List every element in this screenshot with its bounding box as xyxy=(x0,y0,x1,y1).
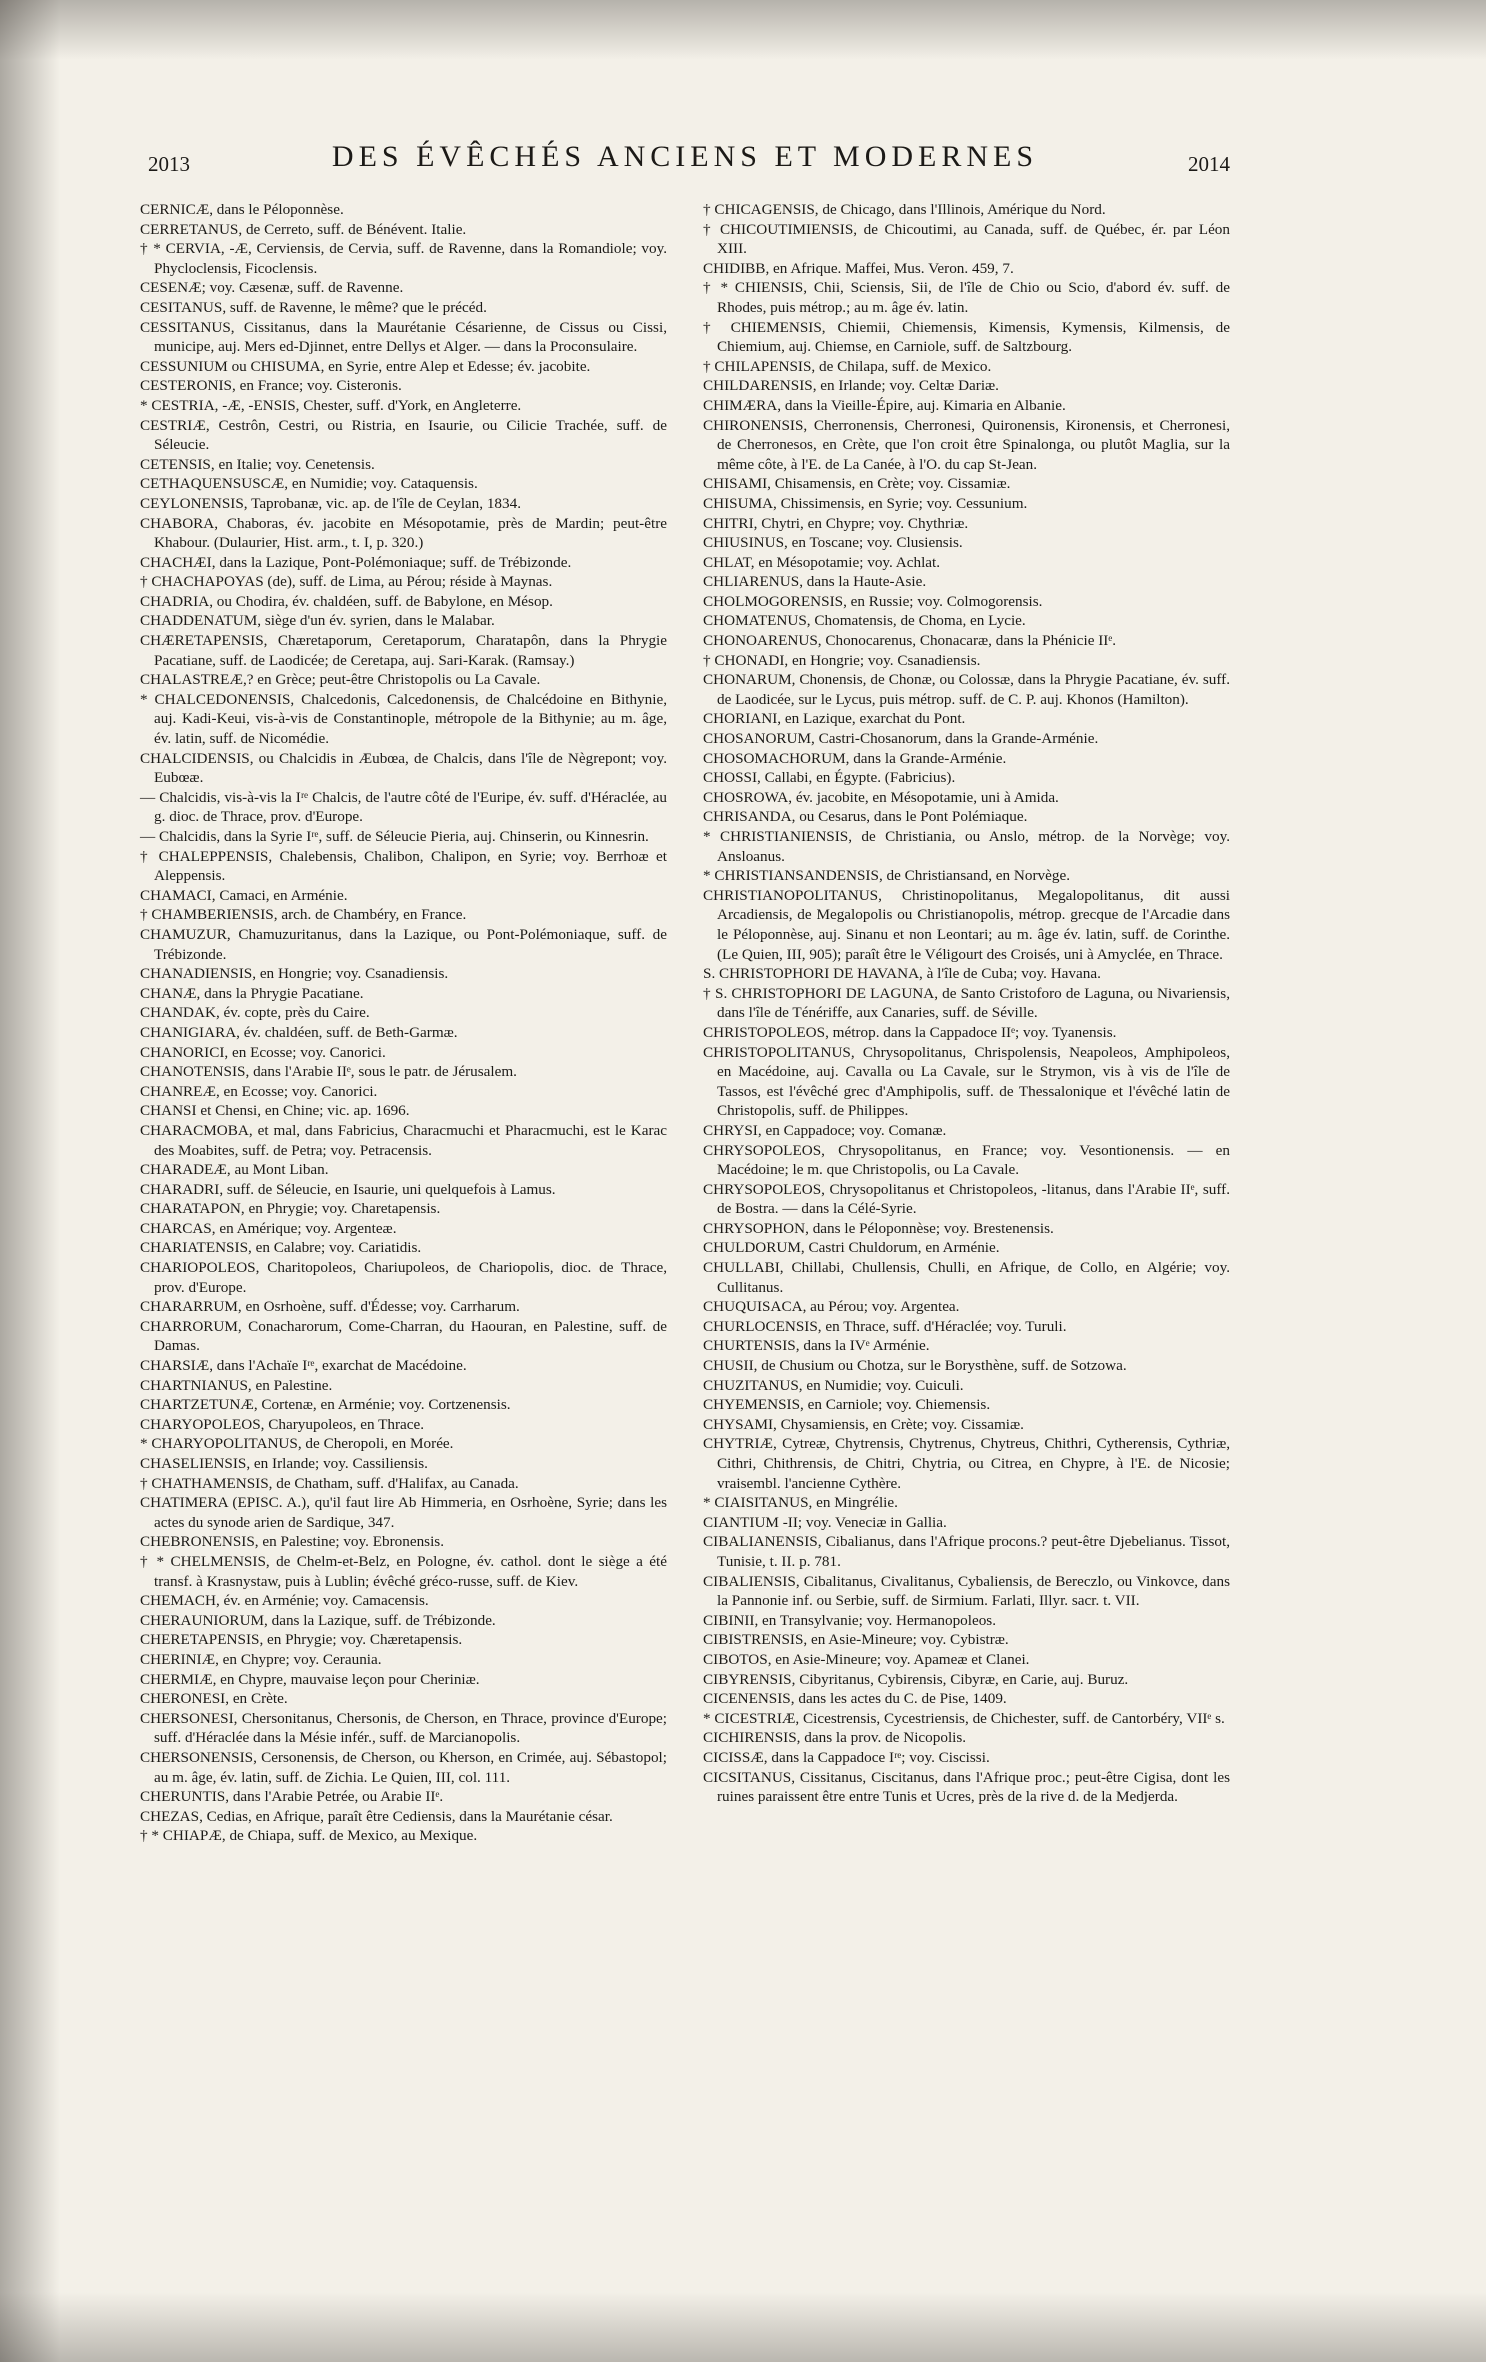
dictionary-entry: CHERETAPENSIS, en Phrygie; voy. Chæretapensis. xyxy=(140,1631,463,1649)
dictionary-entry: CHANIGIARA, év. chaldéen, suff. de Beth-Garmæ. xyxy=(140,1023,458,1041)
dictionary-entry: CEYLONENSIS, Taprobanæ, vic. ap. de l'île de Ceylan, 1834. xyxy=(140,494,522,512)
dictionary-entry: CHERSONESI, Chersonitanus, Chersonis, de Cherson, en Thrace, province d'Europe; suff. d'Héraclée dans la Mésie infér., suff. de Marcianopolis. xyxy=(140,1709,667,1747)
dictionary-entry: CHRYSOPOLEOS, Chrysopolitanus, en France; voy. Vesontionensis. — en Macédoine; le m. que Christopolis, ou La Cavale. xyxy=(703,1141,1230,1179)
dictionary-entry: * CHRISTIANSANDENSIS, de Christiansand, en Norvège. xyxy=(703,867,1070,885)
dictionary-entry: CHUSII, de Chusium ou Chotza, sur le Borysthène, suff. de Sotzowa. xyxy=(703,1357,1127,1375)
dictionary-entry: * CHRISTIANIENSIS, de Christiania, ou Anslo, métrop. de la Norvège; voy. Ansloanus. xyxy=(703,828,1230,865)
dictionary-entry: * CICESTRIÆ, Cicestrensis, Cycestriensis, de Chichester, suff. de Cantorbéry, VIIᵉ s. xyxy=(703,1709,1225,1727)
dictionary-entry: CHYEMENSIS, en Carniole; voy. Chiemensis. xyxy=(703,1396,991,1414)
dictionary-entry: CHERONESI, en Crète. xyxy=(140,1690,288,1708)
dictionary-entry: — Chalcidis, dans la Syrie Iʳᵉ, suff. de Séleucie Pieria, auj. Chinserin, ou Kinnesrin. xyxy=(140,828,649,845)
page-header xyxy=(140,140,1230,182)
dictionary-entry: CHLIARENUS, dans la Haute-Asie. xyxy=(703,573,927,591)
dictionary-entry: CHURTENSIS, dans la IVᵉ Arménie. xyxy=(703,1337,930,1355)
dictionary-entry: CHANDAK, év. copte, près du Caire. xyxy=(140,1004,370,1022)
dictionary-entry: CHARARRUM, en Osrhoène, suff. d'Édesse; voy. Carrharum. xyxy=(140,1298,520,1316)
dictionary-entry: CHOMATENUS, Chomatensis, de Choma, en Lycie. xyxy=(703,612,1026,630)
dictionary-entry: † * CHELMENSIS, de Chelm-et-Belz, en Pologne, év. cathol. dont le siège a été transf. à Krasnystaw, puis à Lublin; évêché gréco-russe, suff. de Kiev. xyxy=(140,1552,667,1590)
dictionary-entry: CICENENSIS, dans les actes du C. de Pise, 1409. xyxy=(703,1690,1007,1708)
dictionary-entry: S. CHRISTOPHORI DE HAVANA, à l'île de Cuba; voy. Havana. xyxy=(703,965,1101,983)
dictionary-entry: CHERSONENSIS, Cersonensis, de Cherson, ou Kherson, en Crimée, auj. Sébastopol; au m. âge, év. latin, suff. de Zichia. Le Quien, III, col. 111. xyxy=(140,1748,667,1786)
dictionary-entry: — Chalcidis, vis-à-vis la Iʳᵉ Chalcis, de l'autre côté de l'Euripe, év. suff. d'Héraclée, au g. dioc. de Thrace, prov. d'Europe. xyxy=(140,788,667,826)
dictionary-entry: CHOSROWA, év. jacobite, en Mésopotamie, uni à Amida. xyxy=(703,788,1059,806)
dictionary-entry: CHERUNTIS, dans l'Arabie Petrée, ou Arabie IIᵉ. xyxy=(140,1788,444,1806)
dictionary-entry: CHALCIDENSIS, ou Chalcidis in Æubœa, de Chalcis, dans l'île de Nègrepont; voy. Eubœæ. xyxy=(140,749,667,787)
dictionary-entry: CHANREÆ, en Ecosse; voy. Canorici. xyxy=(140,1082,378,1100)
dictionary-entry: CHÆRETAPENSIS, Chæretaporum, Ceretaporum, Charatapôn, dans la Phrygie Pacatiane, suff. de Laodicée; de Ceretapa, auj. Sari-Karak. (Ramsay.) xyxy=(140,632,667,669)
dictionary-entry: CHORIANI, en Lazique, exarchat du Pont. xyxy=(703,710,966,728)
dictionary-entry: † CHILAPENSIS, de Chilapa, suff. de Mexico. xyxy=(703,357,992,375)
dictionary-entry: CHURLOCENSIS, en Thrace, suff. d'Héraclée; voy. Turuli. xyxy=(703,1317,1067,1335)
dictionary-entry: CHARADRI, suff. de Séleucie, en Isaurie, uni quelquefois à Lamus. xyxy=(140,1180,556,1198)
dictionary-entry: CETHAQUENSUSCÆ, en Numidie; voy. Cataquensis. xyxy=(140,475,478,493)
dictionary-entry: CHUZITANUS, en Numidie; voy. Cuiculi. xyxy=(703,1376,964,1394)
dictionary-entry: CHIMÆRA, dans la Vieille-Épire, auj. Kimaria en Albanie. xyxy=(703,396,1066,414)
dictionary-entry: * CHALCEDONENSIS, Chalcedonis, Calcedonensis, de Chalcédoine en Bithynie, auj. Kadi-Keui, vis-à-vis de Constantinople, métropole de la Bithynie; au m. âge, év. latin, suff. de Nicomédie. xyxy=(140,690,667,748)
scan-edge-bottom xyxy=(0,2292,1486,2362)
dictionary-entry: CHRISTOPOLITANUS, Chrysopolitanus, Chrispolensis, Neapoleos, Amphipoleos, en Macédoine, auj. Cavalla ou La Cavale, sur le Strymon, vis à vis de l'île de Tassos, est l'évêché grec d'Amphipolis, suff. de Thessalonique et l'évêché latin de Christopolis, suff. de Philippes. xyxy=(703,1043,1230,1120)
dictionary-entry: * CIAISITANUS, en Mingrélie. xyxy=(703,1494,898,1512)
dictionary-entry: CHITRI, Chytri, en Chypre; voy. Chythriæ. xyxy=(703,514,969,532)
dictionary-entry: CHARACMOBA, et mal, dans Fabricius, Characmuchi et Pharacmuchi, est le Karac des Moabites, suff. de Petra; voy. Petracensis. xyxy=(140,1121,667,1159)
dictionary-entry: CHISAMI, Chisamensis, en Crète; voy. Cissamiæ. xyxy=(703,475,1011,493)
dictionary-entry: CHARSIÆ, dans l'Achaïe Iʳᵉ, exarchat de Macédoine. xyxy=(140,1357,467,1375)
dictionary-entry: CHANÆ, dans la Phrygie Pacatiane. xyxy=(140,984,364,1002)
dictionary-entry: † CHAMBERIENSIS, arch. de Chambéry, en France. xyxy=(140,906,467,924)
dictionary-entry: CHASELIENSIS, en Irlande; voy. Cassiliensis. xyxy=(140,1455,428,1472)
dictionary-entry: CHALASTREÆ,? en Grèce; peut-être Christopolis ou La Cavale. xyxy=(140,671,541,689)
page-number-left: 2013 xyxy=(148,152,190,176)
dictionary-entry: CHABORA, Chaboras, év. jacobite en Mésopotamie, près de Mardin; peut-être Khabour. (Dulaurier, Hist. arm., t. I, p. 320.) xyxy=(140,514,667,552)
dictionary-entry: * CESTRIA, -Æ, -ENSIS, Chester, suff. d'York, en Angleterre. xyxy=(140,396,522,414)
dictionary-entry: † CHACHAPOYAS (de), suff. de Lima, au Pérou; réside à Maynas. xyxy=(140,573,553,591)
dictionary-entry: CHOSOMACHORUM, dans la Grande-Arménie. xyxy=(703,749,1007,767)
dictionary-entry: † CHALEPPENSIS, Chalebensis, Chalibon, Chalipon, en Syrie; voy. Berrhoæ et Aleppensis. xyxy=(140,847,667,885)
dictionary-entry: CHILDARENSIS, en Irlande; voy. Celtæ Dariæ. xyxy=(703,377,999,395)
dictionary-entry: CHOLMOGORENSIS, en Russie; voy. Colmogorensis. xyxy=(703,592,1043,610)
dictionary-entry: CHACHÆI, dans la Lazique, Pont-Polémoniaque; suff. de Trébizonde. xyxy=(140,553,572,571)
dictionary-entry: CHANSI et Chensi, en Chine; vic. ap. 1696. xyxy=(140,1102,410,1120)
dictionary-entry: CHARTZETUNÆ, Cortenæ, en Arménie; voy. Cortzenensis. xyxy=(140,1396,511,1414)
column-right xyxy=(703,200,1230,1846)
dictionary-entry: CHIRONENSIS, Cherronensis, Cherronesi, Quironensis, Kironensis, et Cherronesi, de Cherronesos, en Crète, que l'on croit être Spinalonga, ou plutôt Maglia, sur la même côte, à l'E. de La Canée, à l'O. du cap St-Jean. xyxy=(703,416,1230,473)
dictionary-entry: CERRETANUS, de Cerreto, suff. de Bénévent. Italie. xyxy=(140,220,467,238)
page-number-right: 2014 xyxy=(1188,152,1230,176)
dictionary-entry: CHADRIA, ou Chodira, év. chaldéen, suff. de Babylone, en Mésop. xyxy=(140,592,553,610)
dictionary-entry: CHYTRIÆ, Cytreæ, Chytrensis, Chytrenus, Chytreus, Chithri, Cytherensis, Cythriæ, Cithri, Chithrensis, de Chitri, Chytria, ou Citrea, en Chypre, à l'E. de Nicosie; vraisembl. l'ancienne Cythère. xyxy=(703,1435,1230,1492)
dictionary-entry: CHOSANORUM, Castri-Chosanorum, dans la Grande-Arménie. xyxy=(703,730,1099,748)
dictionary-entry: CHIUSINUS, en Toscane; voy. Clusiensis. xyxy=(703,534,963,552)
dictionary-entry: CHUQUISACA, au Pérou; voy. Argentea. xyxy=(703,1298,960,1316)
dictionary-entry: CIBALIANENSIS, Cibalianus, dans l'Afrique procons.? peut-être Djebelianus. Tissot, Tunisie, t. II. p. 781. xyxy=(703,1533,1230,1570)
dictionary-entry: CHERAUNIORUM, dans la Lazique, suff. de Trébizonde. xyxy=(140,1611,496,1629)
dictionary-entry: CHANOTENSIS, dans l'Arabie IIᵉ, sous le patr. de Jérusalem. xyxy=(140,1063,517,1081)
dictionary-entry: CHANORICI, en Ecosse; voy. Canorici. xyxy=(140,1043,386,1061)
dictionary-entry: CHULLABI, Chillabi, Chullensis, Chulli, en Afrique, de Collo, en Algérie; voy. Cullitanus. xyxy=(703,1259,1230,1296)
dictionary-entry: CETENSIS, en Italie; voy. Cenetensis. xyxy=(140,455,375,473)
dictionary-entry: CHYSAMI, Chysamiensis, en Crète; voy. Cissamiæ. xyxy=(703,1415,1024,1433)
dictionary-entry: CIBALIENSIS, Cibalitanus, Civalitanus, Cybaliensis, de Bereczlo, ou Vinkovce, dans la Pannonie inf. ou Serbie, suff. de Sirmium. Farlati, Illyr. sacr. t. VII. xyxy=(703,1572,1230,1610)
dictionary-entry: CHULDORUM, Castri Chuldorum, en Arménie. xyxy=(703,1239,1000,1257)
dictionary-entry: CHRISANDA, ou Cesarus, dans le Pont Polémiaque. xyxy=(703,808,1028,826)
dictionary-entry: CHRYSOPOLEOS, Chrysopolitanus et Christopoleos, -litanus, dans l'Arabie IIᵉ, suff. de Bostra. — dans la Célé-Syrie. xyxy=(703,1180,1230,1218)
dictionary-entry: CIANTIUM -II; voy. Veneciæ in Gallia. xyxy=(703,1513,947,1531)
dictionary-entry: CHAMACI, Camaci, en Arménie. xyxy=(140,886,348,904)
dictionary-entry: CICSITANUS, Cissitanus, Ciscitanus, dans l'Afrique proc.; peut-être Cigisa, dont les ruines paraissent être entre Tunis et Ucres, près de la rive d. de la Medjerda. xyxy=(703,1768,1230,1806)
dictionary-entry: CHLAT, en Mésopotamie; voy. Achlat. xyxy=(703,553,941,571)
dictionary-entry: † CHICOUTIMIENSIS, de Chicoutimi, au Canada, suff. de Québec, ér. par Léon XIII. xyxy=(703,220,1230,258)
dictionary-entry: CHISUMA, Chissimensis, en Syrie; voy. Cessunium. xyxy=(703,494,1028,512)
dictionary-entry: CHOSSI, Callabi, en Égypte. (Fabricius). xyxy=(703,769,956,787)
dictionary-entry: CHARIATENSIS, en Calabre; voy. Cariatidis. xyxy=(140,1239,422,1257)
scan-edge-top xyxy=(0,0,1486,60)
dictionary-entry: CHONOARENUS, Chonocarenus, Chonacaræ, dans la Phénicie IIᵉ. xyxy=(703,632,1117,650)
dictionary-entry: CHARIOPOLEOS, Charitopoleos, Chariupoleos, de Chariopolis, dioc. de Thrace, prov. d'Europe. xyxy=(140,1259,667,1296)
running-title: DES ÉVÊCHÉS ANCIENS ET MODERNES xyxy=(331,140,1039,173)
dictionary-entry: CHERINIÆ, en Chypre; voy. Ceraunia. xyxy=(140,1650,382,1668)
dictionary-entry: † CHONADI, en Hongrie; voy. Csanadiensis. xyxy=(703,651,981,669)
dictionary-entry: CHARYOPOLEOS, Charyupoleos, en Thrace. xyxy=(140,1415,425,1433)
text-columns xyxy=(140,200,1230,1846)
dictionary-entry: † * CHIENSIS, Chii, Sciensis, Sii, de l'île de Chio ou Scio, d'abord év. suff. de Rhodes, puis métrop.; au m. âge év. latin. xyxy=(703,279,1230,316)
dictionary-entry: * CHARYOPOLITANUS, de Cheropoli, en Morée. xyxy=(140,1435,454,1453)
dictionary-entry: CESENÆ; voy. Cæsenæ, suff. de Ravenne. xyxy=(140,279,404,297)
dictionary-entry: † * CHIAPÆ, de Chiapa, suff. de Mexico, au Mexique. xyxy=(140,1827,478,1845)
dictionary-entry: † S. CHRISTOPHORI DE LAGUNA, de Santo Cristoforo de Laguna, ou Nivariensis, dans l'île de Ténériffe, aux Canaries, suff. de Séville. xyxy=(703,984,1230,1022)
dictionary-entry: CHEZAS, Cedias, en Afrique, paraît être Cediensis, dans la Maurétanie césar. xyxy=(140,1807,613,1825)
dictionary-entry: CHEBRONENSIS, en Palestine; voy. Ebronensis. xyxy=(140,1533,445,1551)
dictionary-entry: CHARADEÆ, au Mont Liban. xyxy=(140,1161,329,1179)
dictionary-entry: CICHIRENSIS, dans la prov. de Nicopolis. xyxy=(703,1729,967,1747)
dictionary-entry: CIBISTRENSIS, en Asie-Mineure; voy. Cybistræ. xyxy=(703,1631,1009,1649)
dictionary-entry: CHERMIÆ, en Chypre, mauvaise leçon pour Cheriniæ. xyxy=(140,1670,480,1688)
dictionary-entry: CHAMUZUR, Chamuzuritanus, dans la Lazique, ou Pont-Polémoniaque, suff. de Trébizonde. xyxy=(140,925,667,963)
dictionary-entry: CIBINII, en Transylvanie; voy. Hermanopoleos. xyxy=(703,1611,997,1629)
dictionary-entry: CESTERONIS, en France; voy. Cisteronis. xyxy=(140,377,402,395)
scan-edge-left xyxy=(0,0,60,2362)
dictionary-entry: CESTRIÆ, Cestrôn, Cestri, ou Ristria, en Isaurie, ou Cilicie Trachée, suff. de Séleucie. xyxy=(140,416,667,454)
dictionary-entry: CHRISTIANOPOLITANUS, Christinopolitanus, Megalopolitanus, dit aussi Arcadiensis, de Megalopolis ou Christianopolis, métrop. grecque de l'Arcadie dans le Péloponnèse, auj. Sinanu et non Leontari; au m. âge év. latin, suff. de Corinthe. (Le Quien, III, 905); paraît être le Véligourt des Croisés, uni à Amyclée, en Thrace. xyxy=(703,886,1230,963)
dictionary-entry: CHRYSI, en Cappadoce; voy. Comanæ. xyxy=(703,1121,947,1139)
dictionary-entry: CESITANUS, suff. de Ravenne, le même? que le précéd. xyxy=(140,298,487,316)
dictionary-entry: † * CERVIA, -Æ, Cerviensis, de Cervia, suff. de Ravenne, dans la Romandiole; voy. Phycloclensis, Ficoclensis. xyxy=(140,240,667,277)
dictionary-entry: CHARCAS, en Amérique; voy. Argenteæ. xyxy=(140,1219,397,1237)
dictionary-entry: † CHATHAMENSIS, de Chatham, suff. d'Halifax, au Canada. xyxy=(140,1474,519,1492)
dictionary-entry: CHIDIBB, en Afrique. Maffei, Mus. Veron. 459, 7. xyxy=(703,259,1014,277)
dictionary-entry: CHARATAPON, en Phrygie; voy. Charetapensis. xyxy=(140,1200,441,1218)
dictionary-entry: CHRYSOPHON, dans le Péloponnèse; voy. Brestenensis. xyxy=(703,1219,1054,1237)
dictionary-entry: CIBYRENSIS, Cibyritanus, Cybirensis, Cibyræ, en Carie, auj. Buruz. xyxy=(703,1670,1129,1688)
dictionary-entry: CHADDENATUM, siège d'un év. syrien, dans le Malabar. xyxy=(140,612,495,630)
dictionary-entry: † CHICAGENSIS, de Chicago, dans l'Illinois, Amérique du Nord. xyxy=(703,201,1106,218)
dictionary-entry: CHEMACH, év. en Arménie; voy. Camacensis. xyxy=(140,1592,429,1610)
dictionary-entry: CESSUNIUM ou CHISUMA, en Syrie, entre Alep et Edesse; év. jacobite. xyxy=(140,357,591,375)
dictionary-entry: CHATIMERA (EPISC. A.), qu'il faut lire Ab Himmeria, en Osrhoène, Syrie; dans les actes du synode arien de Sardique, 347. xyxy=(140,1494,667,1531)
dictionary-entry: CHRISTOPOLEOS, métrop. dans la Cappadoce IIᵉ; voy. Tyanensis. xyxy=(703,1023,1117,1041)
dictionary-entry: CHARTNIANUS, en Palestine. xyxy=(140,1376,333,1394)
column-left xyxy=(140,200,667,1846)
dictionary-entry: † CHIEMENSIS, Chiemii, Chiemensis, Kimensis, Kymensis, Kilmensis, de Chiemium, auj. Chiemse, en Carniole, suff. de Saltzbourg. xyxy=(703,318,1230,356)
dictionary-entry: CERNICÆ, dans le Péloponnèse. xyxy=(140,201,344,218)
dictionary-page xyxy=(140,140,1230,2140)
dictionary-entry: CESSITANUS, Cissitanus, dans la Maurétanie Césarienne, de Cissus ou Cissi, municipe, auj. Mers ed-Djinnet, entre Dellys et Alger. — dans la Proconsulaire. xyxy=(140,318,667,356)
dictionary-entry: CICISSÆ, dans la Cappadoce Iʳᵉ; voy. Ciscissi. xyxy=(703,1748,990,1766)
dictionary-entry: CIBOTOS, en Asie-Mineure; voy. Apameæ et Clanei. xyxy=(703,1650,1030,1668)
dictionary-entry: CHONARUM, Chonensis, de Chonæ, ou Colossæ, dans la Phrygie Pacatiane, év. suff. de Laodicée, sur le Lycus, puis métrop. suff. de C. P. auj. Khonos (Hamilton). xyxy=(703,671,1230,708)
dictionary-entry: CHARRORUM, Conacharorum, Come-Charran, du Haouran, en Palestine, suff. de Damas. xyxy=(140,1317,667,1355)
dictionary-entry: CHANADIENSIS, en Hongrie; voy. Csanadiensis. xyxy=(140,965,449,983)
